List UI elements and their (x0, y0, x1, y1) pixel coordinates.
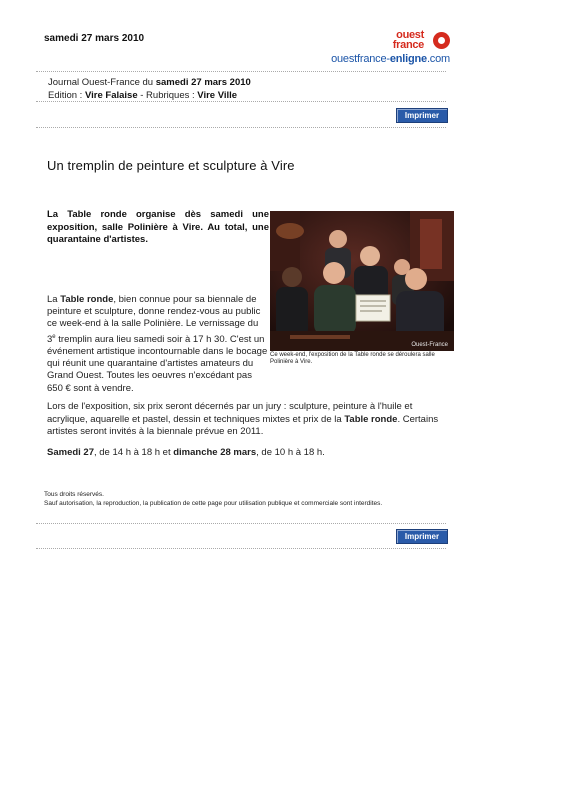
logo-site-prefix: ouestfrance- (331, 53, 390, 65)
journal-prefix: Journal Ouest-France du (48, 77, 156, 88)
edition-label: Edition : (48, 90, 85, 101)
journal-line (48, 76, 251, 89)
p2-bold: Table ronde (344, 413, 398, 425)
rubriques-value: Vire Ville (197, 90, 238, 101)
journal-info (48, 76, 251, 102)
page-date: samedi 27 mars 2010 (44, 33, 145, 44)
rights-line-2: Sauf autorisation, la reproduction, la publication de cette page pour utilisation publique et commerciale sont interdites. (44, 500, 383, 507)
print-button-top[interactable]: Imprimer (396, 108, 448, 123)
article-paragraph-1 (47, 294, 269, 395)
p1-bold: Table ronde (60, 294, 114, 305)
divider (36, 101, 446, 102)
edition-value: Vire Falaise (84, 90, 138, 101)
p2-text-c: . Certains artistes seront invités à la biennale prévue en 2011. (47, 413, 439, 437)
article-lead: La Table ronde organise dès samedi une exposition, salle Polinière à Vire. Au total, une quarantaine d'artistes. (47, 209, 269, 245)
photo-caption: Ce week-end, l'exposition de la Table ronde se déroulera salle Polinière à Vire. (270, 352, 435, 365)
photo-credit: Ouest-France (411, 342, 448, 348)
logo-brand-text: ouest france (392, 29, 424, 51)
p3-text-d: , de 10 h à 18 h. (256, 447, 325, 458)
article-paragraph-2 (47, 401, 447, 439)
divider (36, 127, 446, 128)
article-dates (47, 447, 447, 458)
p1-text-a: La (47, 294, 61, 305)
p3-bold-c: dimanche 28 mars (173, 447, 257, 458)
p1-text-c: , bien connue pour sa biennale de peinture et sculpture, donne rendez-vous au public ce week-end à la salle Polinière. Le vernissage du 3 (47, 294, 261, 345)
ouest-france-logo[interactable] (318, 30, 450, 68)
p1-superscript: e (52, 333, 56, 340)
logo-site-suffix: .com (426, 53, 450, 65)
p3-text-b: , de 14 h à 18 h et (94, 447, 174, 458)
article-photo (270, 211, 454, 351)
print-button-bottom[interactable]: Imprimer (396, 529, 448, 544)
journal-date: samedi 27 mars 2010 (155, 77, 251, 88)
logo-circle-icon (433, 32, 450, 49)
logo-site-name (331, 53, 450, 65)
rubriques-label: - Rubriques : (137, 90, 198, 101)
p1-text-d: tremplin aura lieu samedi soir à 17 h 30. C'est un événement artistique incontournable dans le bocage qui réunit une quarantaine d'artistes amateurs du Grand Ouest. Toutes les oeuvres n'excédant pas 650 € sont à vendre. (47, 333, 268, 394)
p3-bold-a: Samedi 27 (47, 447, 94, 458)
divider (36, 71, 446, 72)
divider (36, 523, 446, 524)
p2-text-a: Lors de l'exposition, six prix seront décernés par un jury : sculpture, peinture à l'huile et acrylique, aquarelle et pastel, dessin et techniques mixtes et prix de la (47, 401, 413, 425)
rights-line-1: Tous droits réservés. (44, 491, 104, 498)
divider (36, 548, 446, 549)
article-title: Un tremplin de peinture et sculpture à Vire (47, 158, 295, 173)
logo-site-bold: enligne (389, 53, 427, 65)
copyright-notice (44, 490, 382, 508)
